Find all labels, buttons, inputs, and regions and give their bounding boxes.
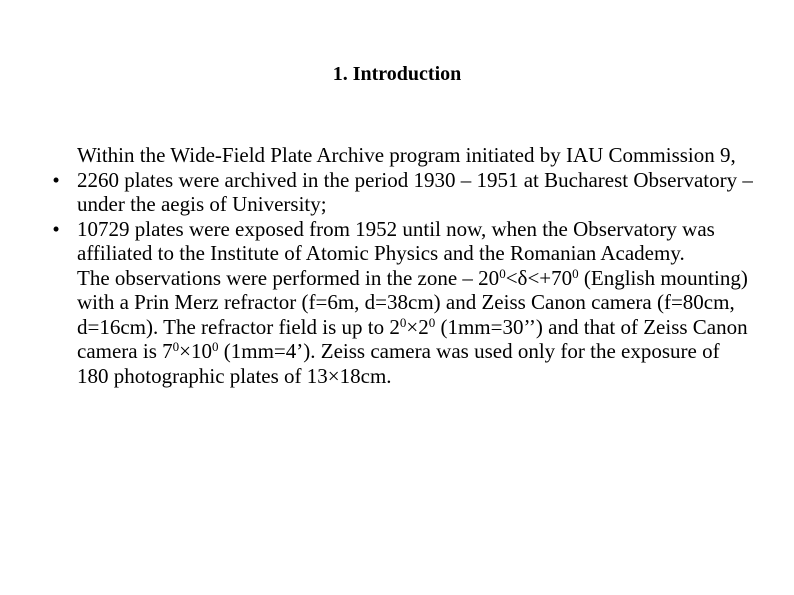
bullet-text: 10729 plates were exposed from 1952 until now, when the Observatory was affiliated to the Institute of Atomic Physics and the Romanian Academy. [77, 216, 715, 265]
observations-text-part: ×2 [406, 314, 429, 339]
degree-superscript: 0 [172, 338, 180, 354]
observations-text-part: (1mm=4’). Zeiss camera was used only for the exposure of 180 photographic plates of 13×18cm. [77, 339, 720, 388]
paragraph-text: Within the Wide-Field Plate Archive program initiated by IAU Commission 9, [77, 143, 736, 167]
paragraph-intro [46, 143, 756, 168]
observations-text-part: (English mounting) with a Prin Merz refractor (f=6m, d=38cm) and Zeiss Canon camera (f=80cm, d=16cm). The refractor field is up to 2 [77, 265, 748, 339]
bullet-marker: • [52, 216, 60, 241]
observations-text-part: ×10 [179, 339, 212, 363]
degree-superscript: 0 [211, 338, 219, 354]
degree-superscript: 0 [499, 265, 506, 281]
slide-title: 1. Introduction [332, 63, 462, 85]
slide-body [46, 143, 756, 388]
observations-text-part: The observations were performed in the zone – 20 [77, 265, 500, 290]
degree-superscript: 0 [572, 265, 579, 281]
degree-superscript: 0 [399, 314, 407, 330]
observations-text-part: (1mm=30’’) and that of Zeiss Canon camera is 7 [77, 314, 748, 363]
observations-text-part: <δ<+70 [505, 265, 573, 290]
paragraph-observations [46, 266, 756, 389]
bullet-item-bucharest-archive [46, 168, 756, 217]
bullet-text: 2260 plates were archived in the period 1930 – 1951 at Bucharest Observatory – under the aegis of University; [77, 167, 753, 216]
degree-superscript: 0 [428, 314, 436, 330]
bullet-marker: • [52, 167, 60, 192]
bullet-item-exposed-plates [46, 217, 756, 266]
